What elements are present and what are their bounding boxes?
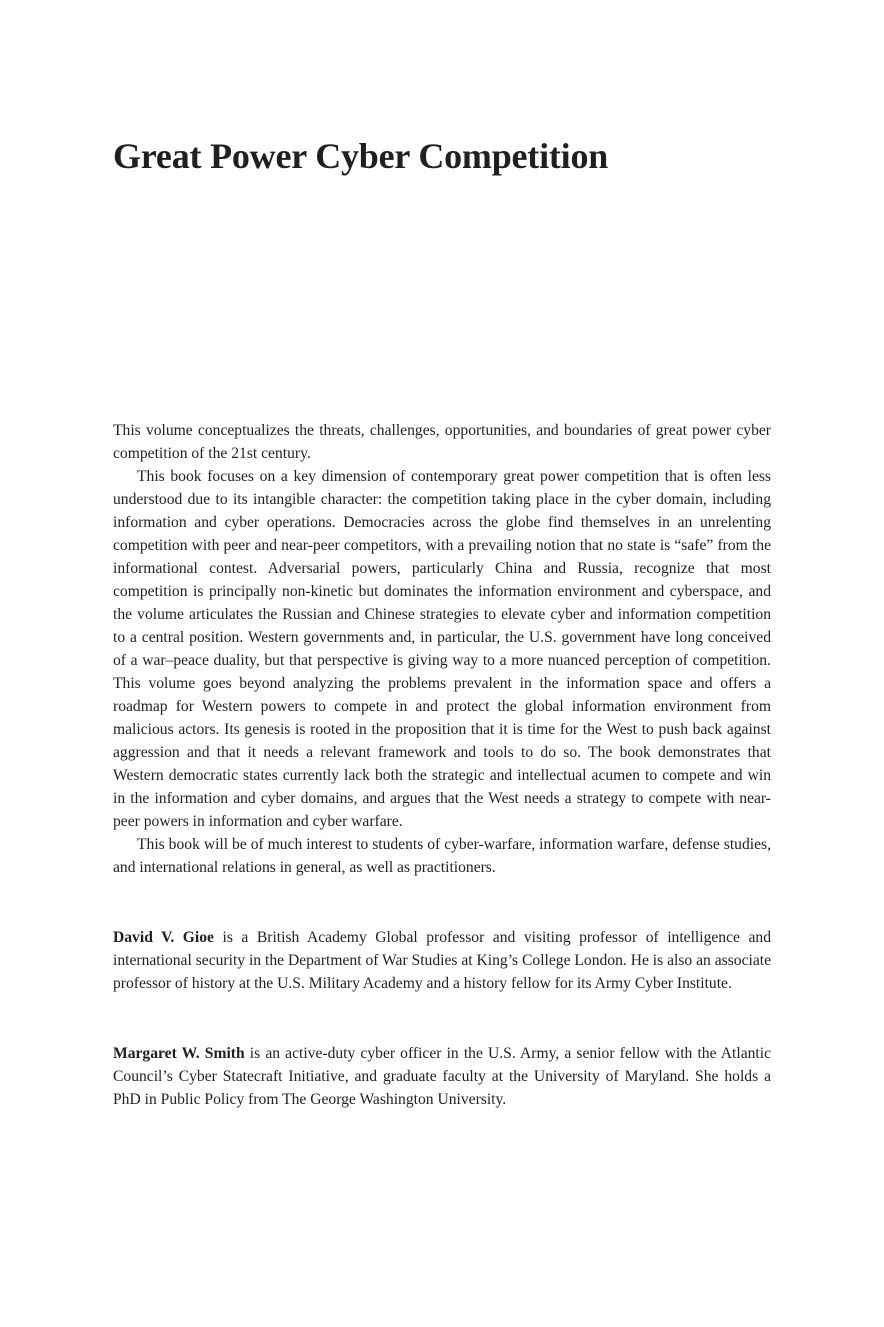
author-name: David V. Gioe [113,929,214,946]
description-paragraph: This book focuses on a key dimension of contemporary great power competition that is often less understood due to its intangible character: the competition taking place in the cyber domain, including information and cyber operations. Democracies across the globe find themselves in an unrelenting competition with peer and near-peer competitors, with a prevailing notion that no state is “safe” from the informational contest. Adversarial powers, particularly China and Russia, recognize that most competition is principally non-kinetic but dominates the information environment and cyberspace, and the volume articulates the Russian and Chinese strategies to elevate cyber and information competition to a central position. Western governments and, in particular, the U.S. government have long conceived of a war–peace duality, but that perspective is giving way to a more nuanced perception of competition. This volume goes beyond analyzing the problems prevalent in the information space and offers a roadmap for Western powers to compete in and protect the global information environment from malicious actors. Its genesis is rooted in the proposition that it is time for the West to push back against aggression and that it needs a relevant framework and tools to do so. The book demonstrates that Western democratic states currently lack both the strategic and intellectual acumen to compete and win in the information and cyber domains, and argues that the West needs a strategy to compete with near-peer powers in information and cyber warfare. [113,468,771,830]
book-title: Great Power Cyber Competition [113,136,609,176]
author-bio-text: is a British Academy Global professor and visiting professor of intelligence and international security in the Department of War Studies at King’s College London. He is also an associate professor of history at the U.S. Military Academy and a history fellow for its Army Cyber Institute. [113,929,771,992]
description-paragraph: This volume conceptualizes the threats, challenges, opportunities, and boundaries of great power cyber competition of the 21st century. [113,422,771,462]
description-paragraph: This book will be of much interest to students of cyber-warfare, information warfare, defense studies, and international relations in general, as well as practitioners. [113,836,771,876]
author-bio [113,1042,771,1111]
author-bio-text: is an active-duty cyber officer in the U.S. Army, a senior fellow with the Atlantic Council’s Cyber Statecraft Initiative, and graduate faculty at the University of Maryland. She holds a PhD in Public Policy from The George Washington University. [113,1045,771,1108]
author-name: Margaret W. Smith [113,1045,245,1062]
author-bio [113,926,771,995]
book-description [113,419,771,879]
